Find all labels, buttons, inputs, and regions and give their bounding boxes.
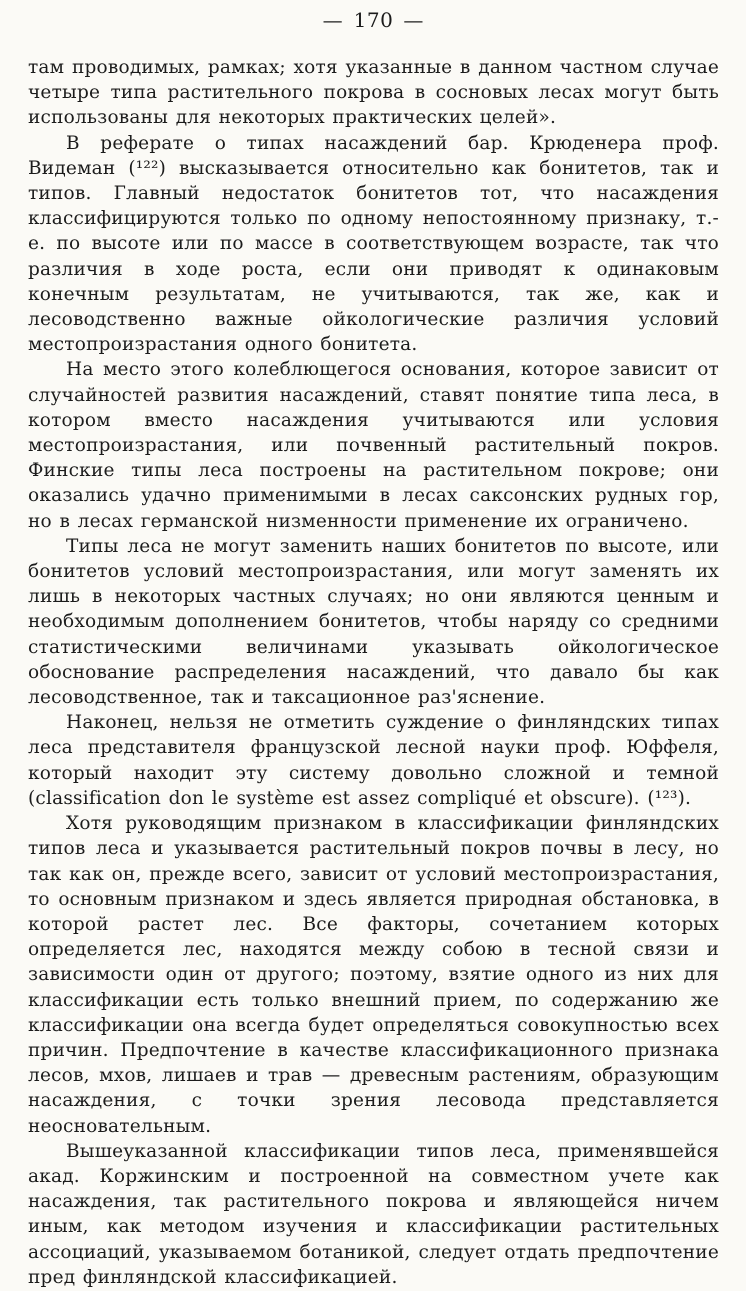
paragraph: В реферате о типах насаждений бар. Крюденера проф. Видеман (¹²²) высказывается относительно как бонитетов, так и типов. Главный недостаток бонитетов тот, что насаждения классифицируются только по одному непостоянному признаку, т.-е. по высоте или по массе в соответствующем возрасте, так что различия в ходе роста, если они приводят к одинаковым конечным результатам, не учитываются, так же, как и лесоводственно важные ойкологические различия условий местопроизрастания одного бонитета.: [28, 132, 719, 356]
text-body: [28, 55, 719, 1290]
paragraph: Наконец, нельзя не отметить суждение о финляндских типах леса представителя французской лесной науки проф. Юффеля, который находит эту систему довольно сложной и темной (classification don le système est assez compliqué et obscure). (¹²³).: [28, 712, 719, 809]
paragraph: Типы леса не могут заменить наших бонитетов по высоте, или бонитетов условий местопроизрастания, или могут заменять их лишь в некоторых частных случаях; но они являются ценным и необходимым дополнением бонитетов, чтобы наряду со средними статистическими величинами указывать ойкологическое обоснование распределения насаждений, что давало бы как лесоводственное, так и таксационное раз'яснение.: [28, 535, 719, 709]
header-dash-right: —: [403, 8, 425, 32]
paragraph: Хотя руководящим признаком в классификации финляндских типов леса и указывается растительный покров почвы в лесу, но так как он, прежде всего, зависит от условий местопроизрастания, то основным признаком и здесь является природная обстановка, в которой растет лес. Все факторы, сочетанием которых определяется лес, находятся между собою в тесной связи и зависимости один от другого; поэтому, взятие одного из них для классификации есть только внешний прием, по содержанию же классификации она всегда будет определяться совокупностью всех причин. Предпочтение в качестве классификационного признака лесов, мхов, лишаев и трав — древесным растениям, образующим насаждения, с точки зрения лесовода представляется неосновательным.: [28, 813, 719, 1137]
paragraph: На место этого колеблющегося основания, которое зависит от случайностей развития насаждений, ставят понятие типа леса, в котором вместо насаждения учитываются или условия местопроизрастания, или почвенный растительный покров. Финские типы леса построены на растительном покрове; они оказались удачно применимыми в лесах саксонских рудных гор, но в лесах германской низменности применение их ограничено.: [28, 359, 719, 532]
paragraph: там проводимых, рамках; хотя указанные в данном частном случае четыре типа растительного покрова в сосновых лесах могут быть использованы для некоторых практических целей».: [28, 57, 719, 129]
header-dash-left: —: [322, 8, 344, 32]
page-number: 170: [353, 8, 394, 32]
page-header: [28, 8, 719, 32]
paragraph: Вышеуказанной классификации типов леса, применявшейся акад. Коржинским и построенной на совместном учете как насаждения, так растительного покрова и являющейся ничем иным, как методом изучения и классификации растительных ассоциаций, указываемом ботаникой, следует отдать предпочтение пред финляндской классификацией.: [28, 1140, 719, 1288]
